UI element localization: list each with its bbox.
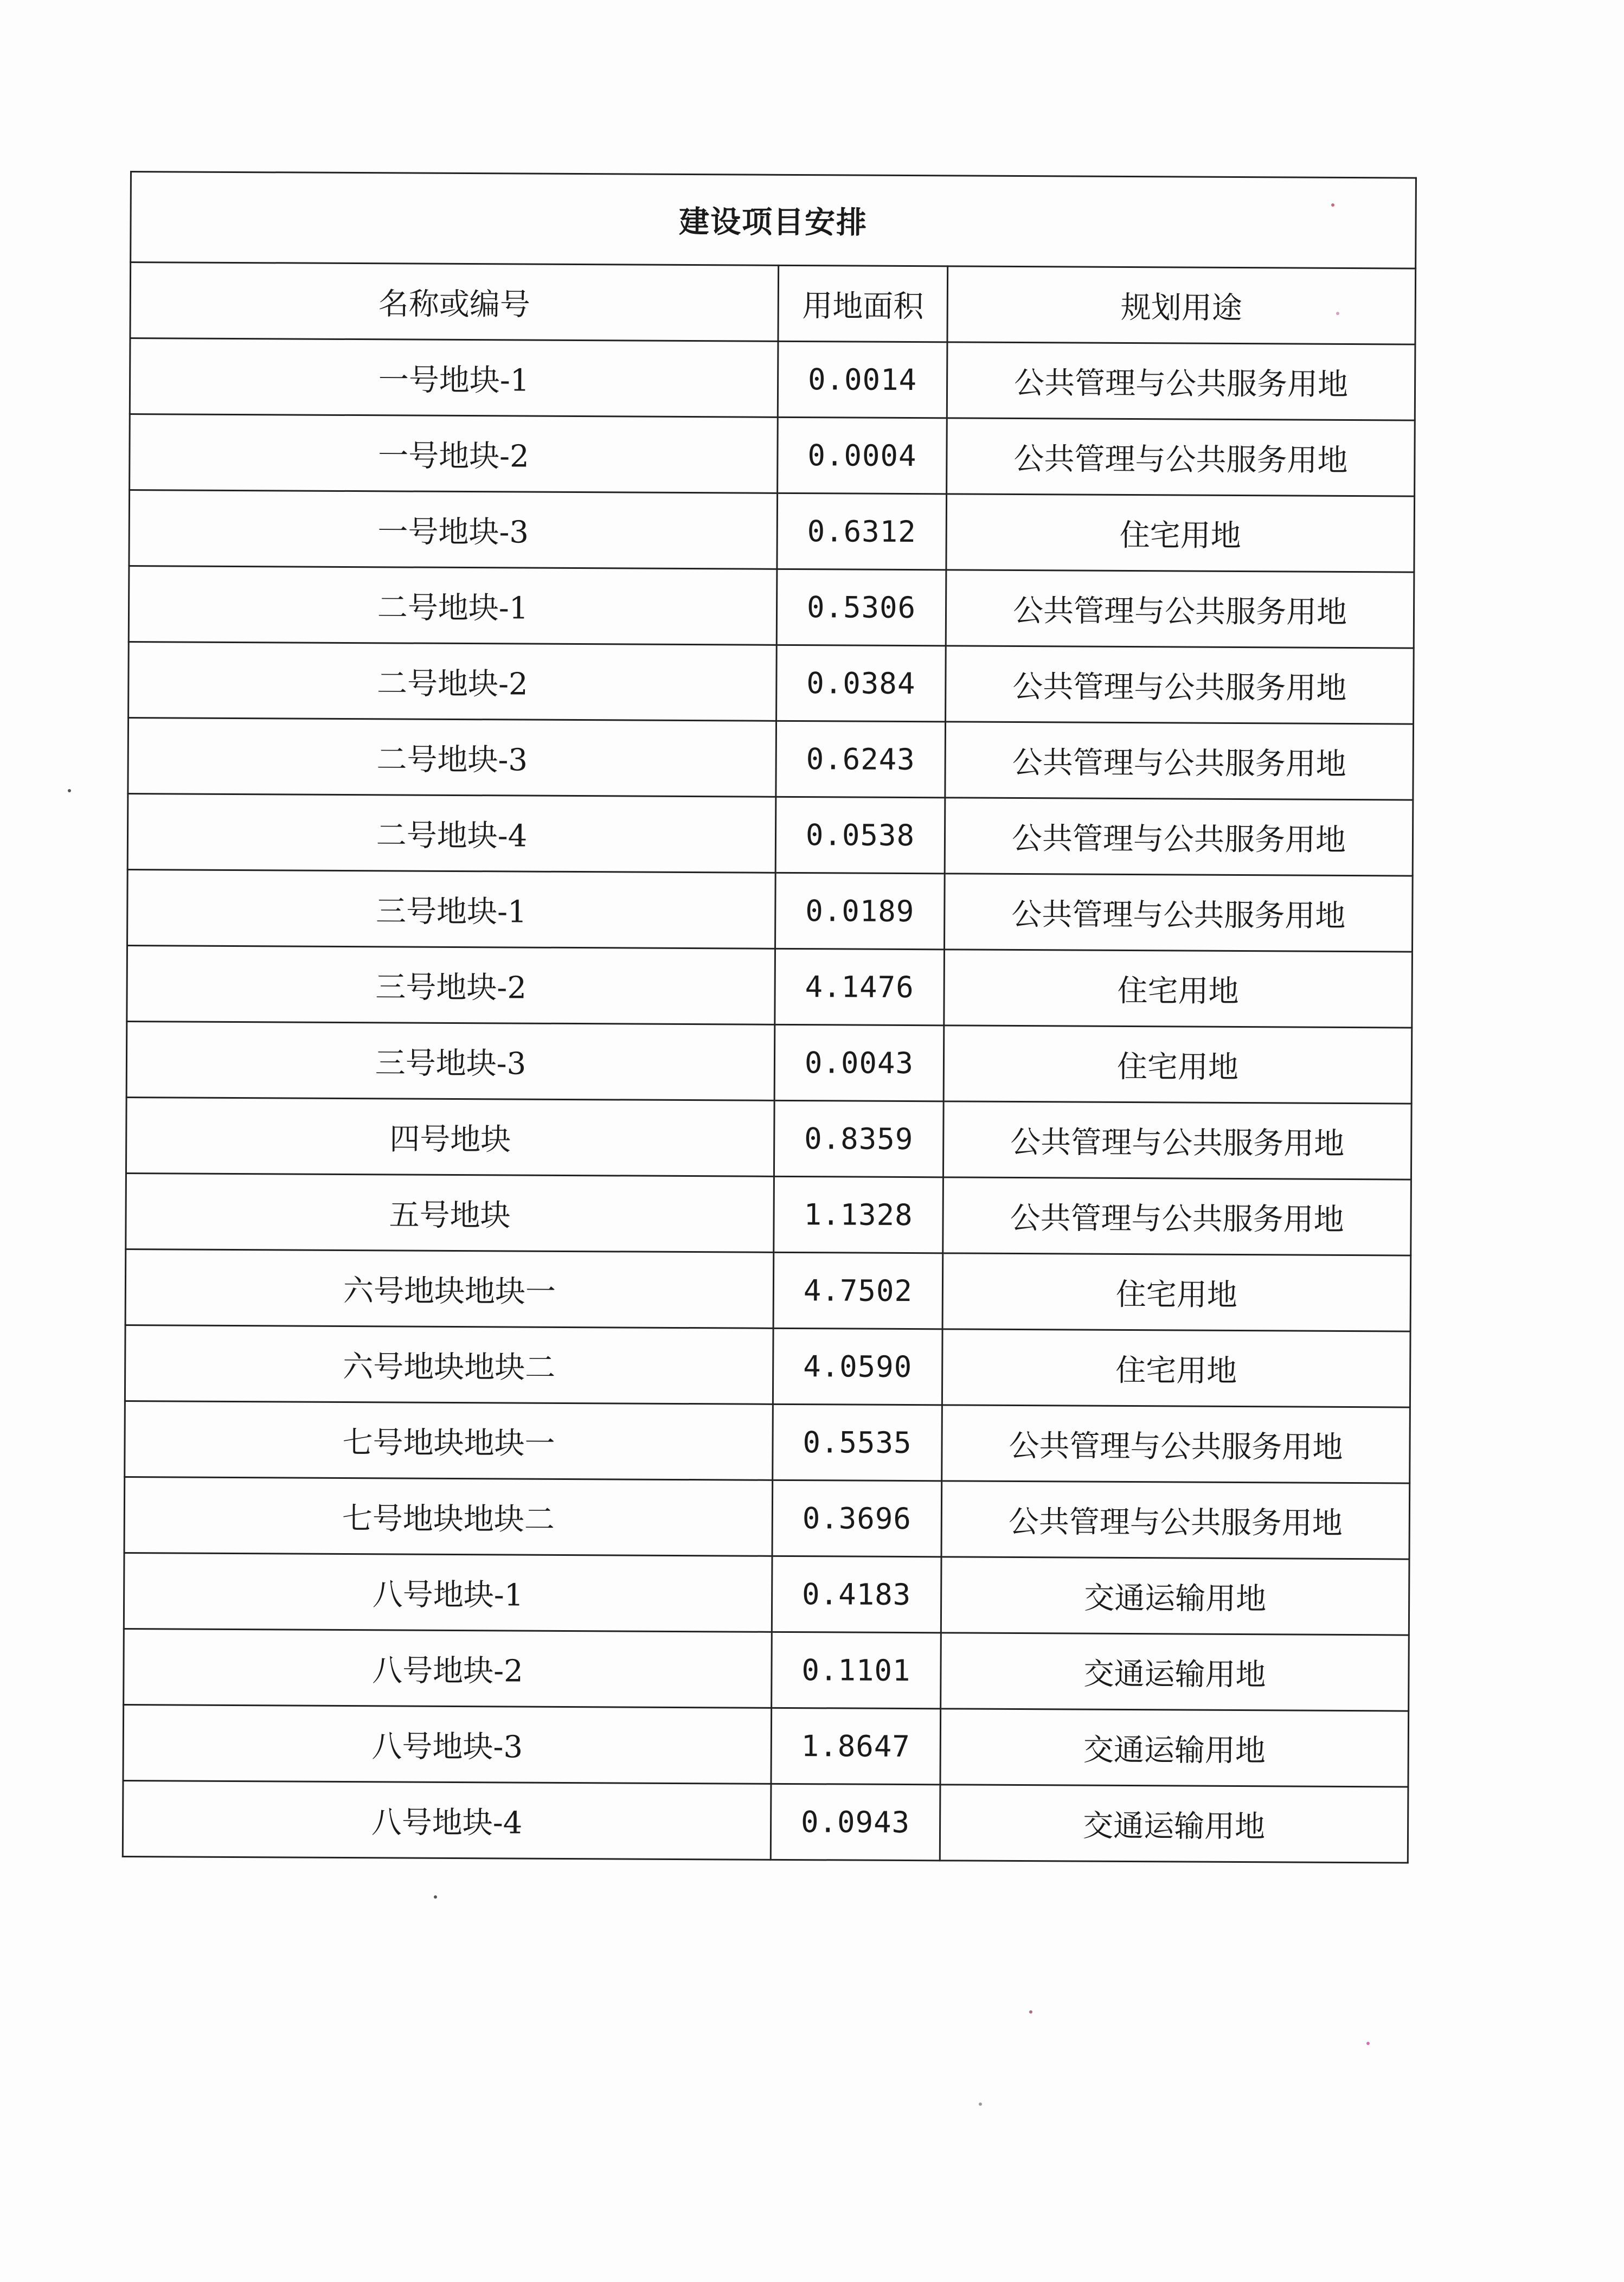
table-row — [127, 869, 1413, 952]
cell-use: 公共管理与公共服务用地 — [945, 798, 1413, 876]
cell-area: 1.1328 — [774, 1176, 943, 1253]
cell-area: 0.5535 — [773, 1404, 942, 1481]
cell-name: 七号地块地块二 — [124, 1477, 773, 1556]
cell-use: 公共管理与公共服务用地 — [943, 1101, 1411, 1180]
table-row — [126, 1173, 1411, 1255]
table-row — [129, 642, 1414, 724]
column-header-use: 规划用途 — [947, 266, 1416, 344]
cell-area: 0.0004 — [778, 417, 947, 494]
cell-use: 住宅用地 — [946, 494, 1415, 572]
table-row — [128, 717, 1414, 800]
scan-speck — [434, 1895, 437, 1899]
table-title-row — [131, 172, 1416, 269]
cell-name: 六号地块地块一 — [125, 1249, 774, 1328]
table-row — [130, 414, 1415, 497]
cell-area: 0.0943 — [771, 1784, 940, 1861]
cell-use: 交通运输用地 — [941, 1633, 1409, 1711]
table-row — [123, 1780, 1408, 1863]
cell-area: 0.1101 — [772, 1632, 941, 1709]
cell-area: 0.3696 — [772, 1480, 942, 1557]
cell-use: 住宅用地 — [942, 1329, 1410, 1407]
cell-area: 4.0590 — [773, 1328, 942, 1405]
cell-use: 公共管理与公共服务用地 — [947, 418, 1415, 496]
cell-use: 公共管理与公共服务用地 — [946, 570, 1414, 648]
cell-use: 交通运输用地 — [940, 1709, 1409, 1787]
cell-area: 0.6243 — [776, 721, 946, 798]
cell-name: 四号地块 — [126, 1097, 774, 1176]
cell-name: 一号地块-3 — [129, 490, 778, 569]
table-row — [123, 1704, 1409, 1787]
scan-speck — [68, 789, 71, 792]
cell-name: 三号地块-3 — [126, 1021, 775, 1100]
cell-use: 公共管理与公共服务用地 — [941, 1481, 1410, 1559]
table-header-row — [130, 262, 1416, 345]
scan-speck — [979, 2102, 982, 2106]
table-row — [125, 1401, 1410, 1483]
table-row — [126, 1021, 1412, 1104]
cell-use: 公共管理与公共服务用地 — [947, 342, 1415, 420]
cell-name: 八号地块-4 — [123, 1780, 771, 1860]
cell-use: 住宅用地 — [942, 1253, 1411, 1331]
table-row — [127, 945, 1413, 1028]
cell-use: 公共管理与公共服务用地 — [946, 646, 1414, 724]
table-row — [125, 1249, 1411, 1331]
cell-use: 交通运输用地 — [940, 1785, 1408, 1863]
cell-name: 七号地块地块一 — [125, 1401, 773, 1480]
table-row — [129, 566, 1414, 648]
cell-area: 0.6312 — [777, 493, 947, 570]
cell-name: 八号地块-3 — [123, 1704, 772, 1784]
project-arrangement-table — [122, 171, 1417, 1864]
cell-use: 住宅用地 — [943, 1025, 1412, 1104]
cell-use: 公共管理与公共服务用地 — [942, 1405, 1410, 1483]
cell-use: 住宅用地 — [944, 950, 1413, 1028]
cell-name: 二号地块-3 — [128, 717, 776, 797]
table-row — [126, 1097, 1411, 1180]
cell-name: 一号地块-2 — [130, 414, 778, 493]
cell-use: 公共管理与公共服务用地 — [945, 874, 1413, 952]
cell-area: 1.8647 — [771, 1708, 941, 1785]
table-row — [124, 1477, 1410, 1559]
column-header-name: 名称或编号 — [130, 262, 779, 342]
table-row — [124, 1553, 1409, 1635]
cell-area: 4.7502 — [773, 1252, 943, 1329]
cell-area: 0.0189 — [775, 873, 945, 950]
table-row — [127, 793, 1413, 876]
cell-area: 0.0043 — [774, 1024, 944, 1101]
cell-area: 0.8359 — [774, 1100, 943, 1177]
project-arrangement-table-wrapper — [122, 171, 1415, 1864]
table-row — [125, 1325, 1410, 1407]
scan-speck — [1366, 2042, 1370, 2045]
cell-area: 0.0384 — [776, 645, 946, 722]
scan-speck — [1029, 2010, 1032, 2014]
cell-use: 公共管理与公共服务用地 — [945, 722, 1414, 800]
cell-name: 六号地块地块二 — [125, 1325, 773, 1404]
cell-name: 二号地块-1 — [129, 566, 777, 645]
table-row — [124, 1629, 1409, 1711]
cell-area: 0.5306 — [776, 569, 946, 646]
cell-area: 4.1476 — [775, 948, 945, 1025]
cell-use: 交通运输用地 — [941, 1557, 1409, 1635]
cell-name: 八号地块-1 — [124, 1553, 772, 1632]
cell-name: 一号地块-1 — [130, 338, 778, 418]
cell-area: 0.4183 — [772, 1556, 941, 1633]
cell-name: 五号地块 — [126, 1173, 774, 1252]
cell-name: 三号地块-1 — [127, 869, 776, 948]
cell-name: 二号地块-2 — [129, 642, 777, 721]
cell-use: 公共管理与公共服务用地 — [943, 1177, 1411, 1255]
table-title: 建设项目安排 — [131, 172, 1416, 269]
cell-name: 二号地块-4 — [127, 793, 776, 873]
cell-area: 0.0014 — [778, 341, 947, 418]
table-row — [130, 338, 1415, 421]
cell-name: 三号地块-2 — [127, 945, 775, 1024]
cell-area: 0.0538 — [775, 797, 945, 874]
table-row — [129, 490, 1415, 573]
cell-name: 八号地块-2 — [124, 1629, 772, 1708]
column-header-area: 用地面积 — [778, 265, 948, 342]
